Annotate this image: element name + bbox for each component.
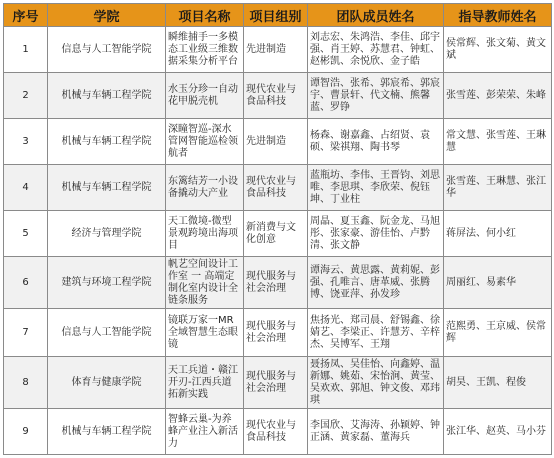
members-text: 杨森、谢嘉鑫、占绍贤、袁硕、梁祺翔、陶书琴 (310, 129, 430, 153)
group-text: 现代农业与食品科技 (246, 83, 296, 107)
teachers-text: 常文慧、张雪莲、王琳慧 (446, 129, 546, 153)
table-row (4, 73, 552, 119)
project-text: 东篱结芳一小设备撬动大产业 (168, 175, 238, 199)
cell-group (244, 165, 308, 211)
header-team-members: 团队成员姓名 (308, 4, 444, 27)
teachers-text: 张雪莲、彭荣荣、朱峰 (446, 89, 546, 101)
cell-teachers (444, 211, 552, 257)
header-number: 序号 (4, 4, 48, 27)
cell-teachers (444, 73, 552, 119)
cell-group (244, 73, 308, 119)
group-text: 现代服务与社会治理 (246, 320, 296, 344)
table-row (4, 27, 552, 73)
cell-number: 1 (4, 27, 48, 73)
group-text: 现代服务与社会治理 (246, 370, 296, 394)
cell-members (308, 119, 444, 165)
cell-number: 2 (4, 73, 48, 119)
cell-number: 5 (4, 211, 48, 257)
header-project-name: 项目名称 (166, 4, 244, 27)
table-row (4, 211, 552, 257)
project-table (3, 3, 552, 455)
cell-project (166, 119, 244, 165)
project-text: 深瞳智巡-深水管网智能巡检领航者 (168, 123, 238, 159)
cell-teachers (444, 357, 552, 409)
cell-college: 经济与管理学院 (48, 211, 166, 257)
members-text: 焦扬光、郑司晨、舒锡鑫、徐婧艺、李梁正、许慧芳、辛梓杰、吴博军、王翔 (310, 314, 440, 350)
cell-teachers (444, 27, 552, 73)
table-row (4, 357, 552, 409)
members-text: 聂扬凤、吴佳怡、向鑫婷、温新娜、姚茹、宋怡涧、黄莹、吴欢欢、郭旭、钟文俊、邓玮琪 (310, 358, 440, 406)
cell-members (308, 27, 444, 73)
cell-members (308, 409, 444, 455)
cell-group (244, 309, 308, 357)
project-table-container (3, 3, 551, 455)
cell-group (244, 409, 308, 455)
group-text: 现代农业与食品科技 (246, 175, 296, 199)
cell-members (308, 257, 444, 309)
group-text: 现代农业与食品科技 (246, 419, 296, 443)
cell-number: 6 (4, 257, 48, 309)
teachers-text: 侯常辉、张文菊、黄文斌 (446, 37, 546, 61)
table-header-row (4, 4, 552, 27)
cell-group (244, 119, 308, 165)
cell-members (308, 165, 444, 211)
teachers-text: 张雪莲、王琳慧、张江华 (446, 175, 546, 199)
cell-college: 信息与人工智能学院 (48, 27, 166, 73)
cell-college: 机械与车辆工程学院 (48, 119, 166, 165)
cell-project (166, 309, 244, 357)
cell-number: 7 (4, 309, 48, 357)
project-text: 天工兵道・赣江开刃-江西兵道拓新实践 (168, 364, 238, 400)
teachers-text: 范熙勇、王京威、侯常辉 (446, 320, 546, 344)
cell-project (166, 409, 244, 455)
cell-project (166, 357, 244, 409)
table-row (4, 409, 552, 455)
teachers-text: 周丽红、易素华 (446, 276, 516, 288)
cell-number: 9 (4, 409, 48, 455)
cell-college: 建筑与环境工程学院 (48, 257, 166, 309)
cell-teachers (444, 309, 552, 357)
cell-project (166, 165, 244, 211)
teachers-text: 张江华、赵英、马小芬 (446, 425, 546, 437)
cell-group (244, 357, 308, 409)
members-text: 蓝瓶坊、李伟、王晋钧、刘思唯、李思琪、李欣荣、倪钰坤、丁业柱 (310, 169, 440, 205)
members-text: 谭智浩、张希、郭宸希、郭宸宇、曹景轩、代文楠、熊馨蓝、罗铮 (310, 77, 440, 113)
cell-group (244, 211, 308, 257)
cell-project (166, 73, 244, 119)
cell-teachers (444, 409, 552, 455)
cell-members (308, 357, 444, 409)
table-row (4, 119, 552, 165)
cell-members (308, 73, 444, 119)
project-text: 智蜂云巢-为养蜂产业注入新活力 (168, 413, 238, 449)
cell-members (308, 211, 444, 257)
cell-teachers (444, 165, 552, 211)
table-row (4, 165, 552, 211)
members-text: 刘志宏、朱鸿浩、李佳、邱宇强、肖王婷、苏慧君、钟虹、赵彬凯、余悦欣、金子皓 (310, 31, 440, 67)
cell-group (244, 257, 308, 309)
cell-college: 机械与车辆工程学院 (48, 73, 166, 119)
project-text: 瞬维捕手一多模态工业级三维数据采集分析平台 (168, 31, 238, 67)
table-row (4, 309, 552, 357)
project-text: 镜联万家一MR全域智慧生态眼镜 (168, 314, 238, 350)
cell-project (166, 257, 244, 309)
table-row (4, 257, 552, 309)
cell-number: 8 (4, 357, 48, 409)
header-college: 学院 (48, 4, 166, 27)
header-advisors: 指导教师姓名 (444, 4, 552, 27)
cell-teachers (444, 119, 552, 165)
cell-teachers (444, 257, 552, 309)
members-text: 谭海云、黄思露、黄莉妮、彭强、孔唯言、唐革威、张腾博、饶亚萍、孙发珍 (310, 264, 440, 300)
teachers-text: 蒋屏法、何小红 (446, 227, 516, 239)
cell-number: 3 (4, 119, 48, 165)
cell-members (308, 309, 444, 357)
group-text: 先进制造 (246, 135, 286, 147)
teachers-text: 胡昊、王凯、程俊 (446, 376, 526, 388)
project-text: 水玉分珍一自动花甲脱壳机 (168, 83, 238, 107)
cell-college: 机械与车辆工程学院 (48, 165, 166, 211)
cell-number: 4 (4, 165, 48, 211)
cell-project (166, 27, 244, 73)
cell-college: 体育与健康学院 (48, 357, 166, 409)
group-text: 新消费与文化创意 (246, 221, 296, 245)
project-text: 天工微境-微型景观跨境出海项目 (168, 215, 238, 251)
cell-project (166, 211, 244, 257)
header-project-group: 项目组别 (244, 4, 308, 27)
group-text: 先进制造 (246, 43, 286, 55)
members-text: 李国欣、艾海涛、孙颖婷、钟正涵、黄家磊、董海兵 (310, 419, 440, 443)
cell-college: 信息与人工智能学院 (48, 309, 166, 357)
cell-college: 机械与车辆工程学院 (48, 409, 166, 455)
cell-group (244, 27, 308, 73)
group-text: 现代服务与社会治理 (246, 270, 296, 294)
project-text: 帆艺空间设计工作室 一 高端定制化室内设计全链条服务 (168, 258, 238, 306)
members-text: 周晶、夏玉鑫、阮金龙、马旭彤、张家豪、游佳怡、卢黔清、张文静 (310, 215, 440, 251)
